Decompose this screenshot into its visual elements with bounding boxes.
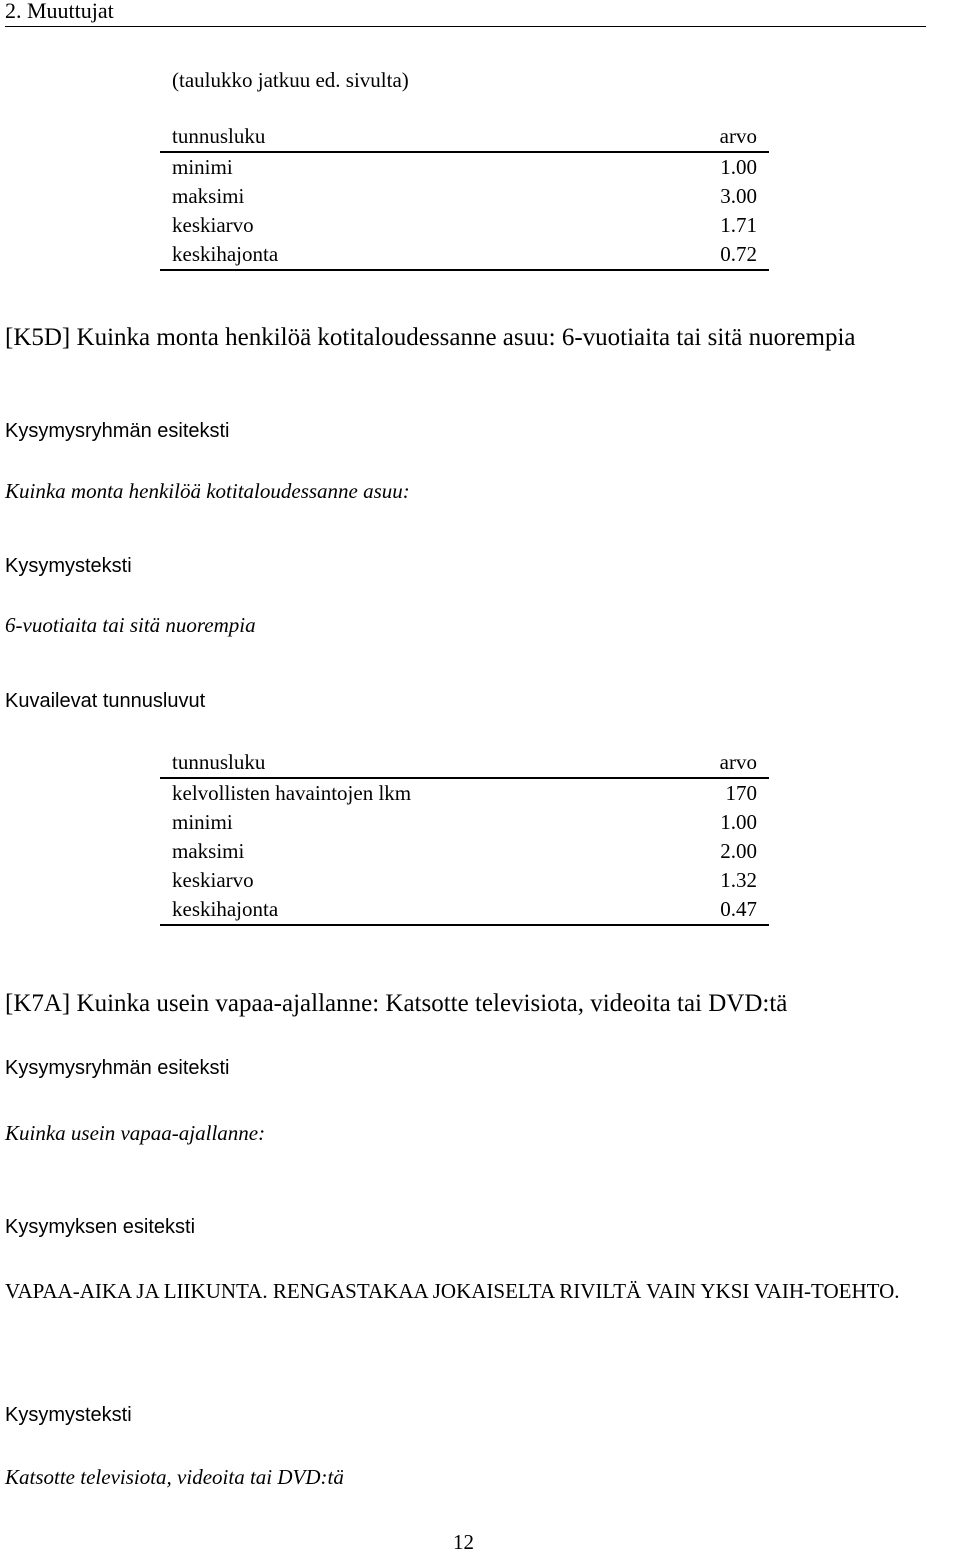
k7a-pre-heading: Kysymyksen esiteksti [5, 1216, 196, 1238]
row-value: 2.00 [720, 839, 757, 863]
table-row [160, 779, 769, 808]
table-row [160, 808, 769, 837]
row-label: maksimi [172, 184, 245, 208]
k7a-question-text: Katsotte televisiota, videoita tai DVD:tä [5, 1465, 344, 1489]
k5d-group-heading: Kysymysryhmän esiteksti [5, 420, 230, 442]
row-label: keskihajonta [172, 897, 279, 921]
row-label: kelvollisten havaintojen lkm [172, 781, 412, 805]
row-value: 170 [725, 781, 757, 805]
header-rule [5, 26, 926, 27]
col-header-value: arvo [719, 124, 757, 148]
row-value: 1.00 [720, 155, 757, 179]
row-value: 0.47 [720, 897, 757, 921]
k5d-question-text: 6-vuotiaita tai sitä nuorempia [5, 613, 256, 637]
k7a-group-heading: Kysymysryhmän esiteksti [5, 1057, 230, 1079]
row-value: 3.00 [720, 184, 757, 208]
row-value: 1.32 [720, 868, 757, 892]
table-rule [160, 924, 769, 926]
col-header-value: arvo [719, 750, 757, 774]
row-label: keskihajonta [172, 242, 279, 266]
row-value: 1.00 [720, 810, 757, 834]
table-row [160, 895, 769, 924]
running-title: 2. Muuttujat [5, 0, 114, 23]
table-header-row [160, 748, 769, 777]
table-header-row [160, 122, 769, 151]
k7a-question-heading: Kysymysteksti [5, 1404, 132, 1426]
row-value: 0.72 [720, 242, 757, 266]
k5d-group-text: Kuinka monta henkilöä kotitaloudessanne asuu: [5, 479, 410, 503]
table-row [160, 153, 769, 182]
table-row [160, 182, 769, 211]
k5d-title: [K5D] Kuinka monta henkilöä kotitaloudessanne asuu: 6-vuotiaita tai sitä nuorempia [5, 324, 856, 351]
table-rule [160, 269, 769, 271]
col-header-label: tunnusluku [172, 750, 266, 774]
continued-stats-table [160, 122, 769, 271]
row-value: 1.71 [720, 213, 757, 237]
row-label: minimi [172, 810, 233, 834]
row-label: minimi [172, 155, 233, 179]
k7a-title: [K7A] Kuinka usein vapaa-ajallanne: Katsotte televisiota, videoita tai DVD:tä [5, 990, 788, 1017]
row-label: maksimi [172, 839, 245, 863]
k7a-pre-text: VAPAA-AIKA JA LIIKUNTA. RENGASTAKAA JOKAISELTA RIVILTÄ VAIN YKSI VAIH-TOEHTO. [5, 1279, 900, 1303]
k7a-group-text: Kuinka usein vapaa-ajallanne: [5, 1121, 266, 1145]
k5d-stats-table [160, 748, 769, 926]
table-row [160, 211, 769, 240]
row-label: keskiarvo [172, 868, 254, 892]
page-number: 12 [453, 1530, 474, 1554]
table-row [160, 866, 769, 895]
k5d-stats-heading: Kuvailevat tunnusluvut [5, 690, 206, 712]
table-row [160, 837, 769, 866]
table-continued-note: (taulukko jatkuu ed. sivulta) [172, 68, 409, 92]
row-label: keskiarvo [172, 213, 254, 237]
k5d-question-heading: Kysymysteksti [5, 555, 132, 577]
col-header-label: tunnusluku [172, 124, 266, 148]
table-row [160, 240, 769, 269]
